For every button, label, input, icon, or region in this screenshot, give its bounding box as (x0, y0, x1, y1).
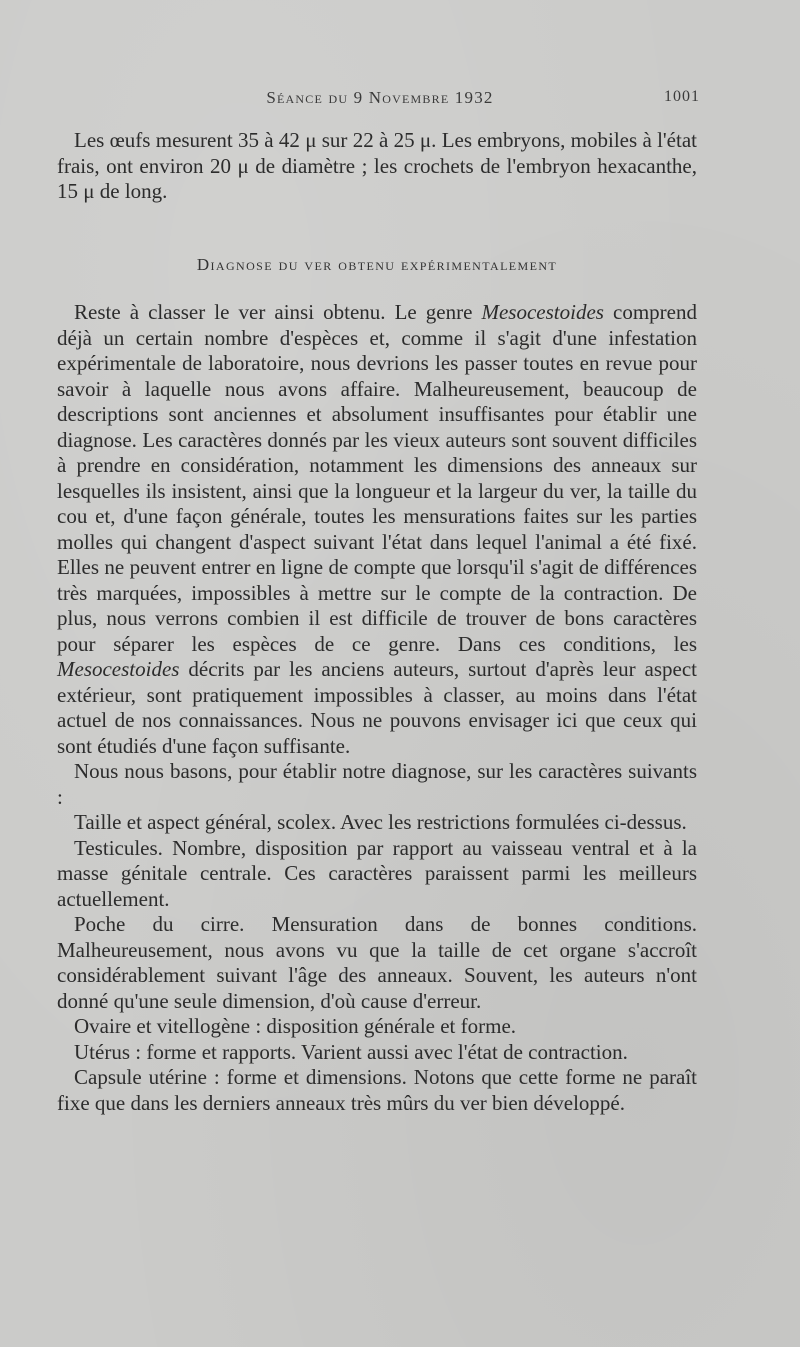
paragraph-criterion-testes: Testicules. Nombre, disposition par rapport au vaisseau ventral et à la masse génitale centrale. Ces caractères paraissent parmi les meilleurs actuellement. (57, 835, 697, 911)
paragraph-criterion-size: Taille et aspect général, scolex. Avec les restrictions formulées ci-dessus. (74, 810, 687, 834)
paragraph-criteria-intro: Nous nous basons, pour établir notre diagnose, sur les caractères suivants : (57, 759, 697, 809)
paragraph-criterion-cirrus-pouch: Poche du cirre. Mensuration dans de bonnes conditions. Malheureusement, nous avons vu que la taille de cet organe s'accroît considérablement suivant l'âge des anneaux. Souvent, les auteurs n'ont donné qu'une seule dimension, d'où cause d'erreur. (57, 912, 697, 1013)
paragraph-criterion-capsule: Capsule utérine : forme et dimensions. Notons que cette forme ne paraît fixe que dans les derniers anneaux très mûrs du ver bien développé. (57, 1065, 697, 1115)
section-heading: Diagnose du ver obtenu expérimentalement (196, 255, 558, 274)
running-header (60, 88, 700, 112)
paragraph-text: comprend déjà un certain nombre d'espèces et, comme il s'agit d'une infestation expérimentale de laboratoire, nous devrions les passer toutes en revue pour savoir à laquelle nous avons affaire. Malheureusement, beaucoup de descriptions sont anciennes et absolument insuffisantes pour établir une diagnose. Les caractères donnés par les vieux auteurs sont souvent difficiles à prendre en considération, notamment les dimensions des anneaux sur lesquelles ils insistent, ainsi que la longueur et la largeur du ver, la taille du cou et, d'une façon générale, toutes les mensurations faites sur les parties molles qui changent d'aspect suivant l'état dans lequel l'animal a été fixé. Elles ne peuvent entrer en ligne de compte que lorsqu'il s'agit de différences très marquées, impossibles à mettre sur le compte de la contraction. De plus, nous verrons combien il est difficile de trouver de bons caractères pour séparer les espèces de ce genre. Dans ces conditions, les (57, 300, 697, 656)
genus-name: Mesocestoides (57, 657, 180, 681)
paragraph-classification (57, 300, 697, 759)
paragraph-criterion-uterus: Utérus : forme et rapports. Varient aussi avec l'état de contraction. (74, 1039, 628, 1064)
paragraph-eggs: Les œufs mesurent 35 à 42 μ sur 22 à 25 μ. Les embryons, mobiles à l'état frais, ont environ 20 μ de diamètre ; les crochets de l'embryon hexacanthe, 15 μ de long. (57, 128, 697, 203)
intro-text-block (57, 128, 697, 205)
paragraph-text: décrits par les anciens auteurs, surtout d'après leur aspect extérieur, sont pratiquement impossibles à classer, au moins dans l'état actuel de nos connaissances. Nous ne pouvons envisager ici que ceux qui sont étudiés d'une façon suffisante. (57, 657, 697, 758)
page-number: 1001 (664, 88, 700, 105)
paragraph-text: Reste à classer le ver ainsi obtenu. Le genre (74, 300, 482, 324)
genus-name: Mesocestoides (481, 300, 604, 324)
running-title: Séance du 9 Novembre 1932 (266, 88, 494, 107)
paragraph-criterion-ovary: Ovaire et vitellogène : disposition générale et forme. (74, 1014, 517, 1038)
body-text-block (57, 300, 697, 1116)
